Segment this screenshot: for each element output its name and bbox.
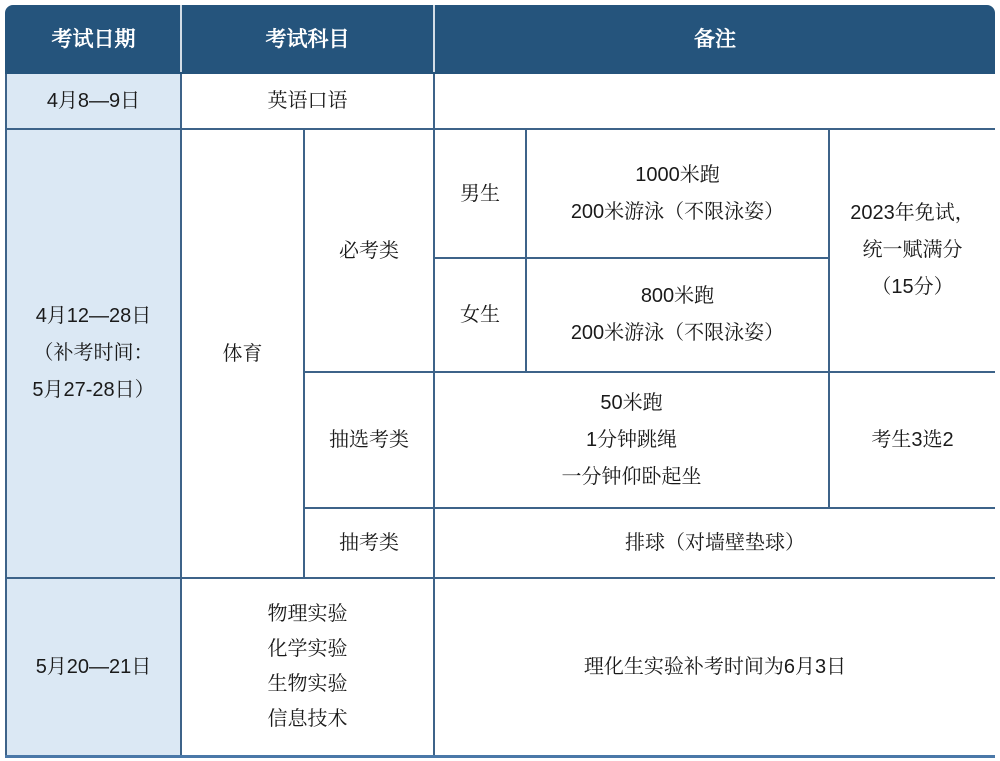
sports-date-line2: （补考时间：	[33, 342, 154, 364]
female-label-cell: 女生	[434, 258, 526, 372]
sampled-content-cell: 排球（对墙壁垫球）	[434, 508, 995, 578]
male-items-cell	[526, 129, 829, 258]
selective-item-run: 50米跑	[600, 391, 663, 414]
experiments-subject-chemistry: 化学实验	[267, 637, 348, 660]
experiments-remark-cell: 理化生实验补考时间为6月3日	[434, 578, 995, 756]
experiments-date-cell: 5月20—21日	[6, 578, 181, 756]
header-exam-subject: 考试科目	[181, 6, 434, 73]
experiments-subject-physics: 物理实验	[267, 602, 348, 625]
header-remark: 备注	[434, 6, 995, 73]
female-item-run: 800米跑	[640, 285, 715, 307]
sports-date-cell	[6, 129, 181, 578]
female-items-cell	[526, 258, 829, 372]
english-subject-cell: 英语口语	[181, 73, 434, 129]
required-remark-line1: 2023年免试，	[850, 202, 975, 224]
male-item-swim: 200米游泳（不限泳姿）	[570, 200, 785, 223]
required-remark-cell	[829, 129, 995, 372]
required-remark-line3: （15分）	[871, 276, 954, 298]
selective-category-cell: 抽选考类	[304, 372, 434, 508]
experiments-subjects-cell	[181, 578, 434, 756]
sports-date-line3: 5月27-28日）	[32, 379, 155, 401]
sports-date-line1: 4月12—28日	[35, 305, 152, 327]
experiments-subject-biology: 生物实验	[267, 672, 348, 695]
required-remark-line2: 统一赋满分	[862, 239, 963, 261]
header-exam-date: 考试日期	[6, 6, 181, 73]
selective-item-situp: 一分钟仰卧起坐	[561, 465, 702, 488]
selective-remark-cell: 考生3选2	[829, 372, 995, 508]
english-remark-cell	[434, 73, 995, 129]
english-date-cell: 4月8—9日	[6, 73, 181, 129]
exam-schedule-table	[5, 5, 995, 758]
selective-items-cell	[434, 372, 829, 508]
female-item-swim: 200米游泳（不限泳姿）	[570, 322, 785, 344]
male-item-run: 1000米跑	[635, 163, 720, 186]
required-category-cell: 必考类	[304, 129, 434, 372]
sports-subject-cell: 体育	[181, 129, 304, 578]
male-label-cell: 男生	[434, 129, 526, 258]
sampled-category-cell: 抽考类	[304, 508, 434, 578]
selective-item-rope: 1分钟跳绳	[585, 428, 678, 451]
experiments-subject-it: 信息技术	[267, 707, 348, 730]
